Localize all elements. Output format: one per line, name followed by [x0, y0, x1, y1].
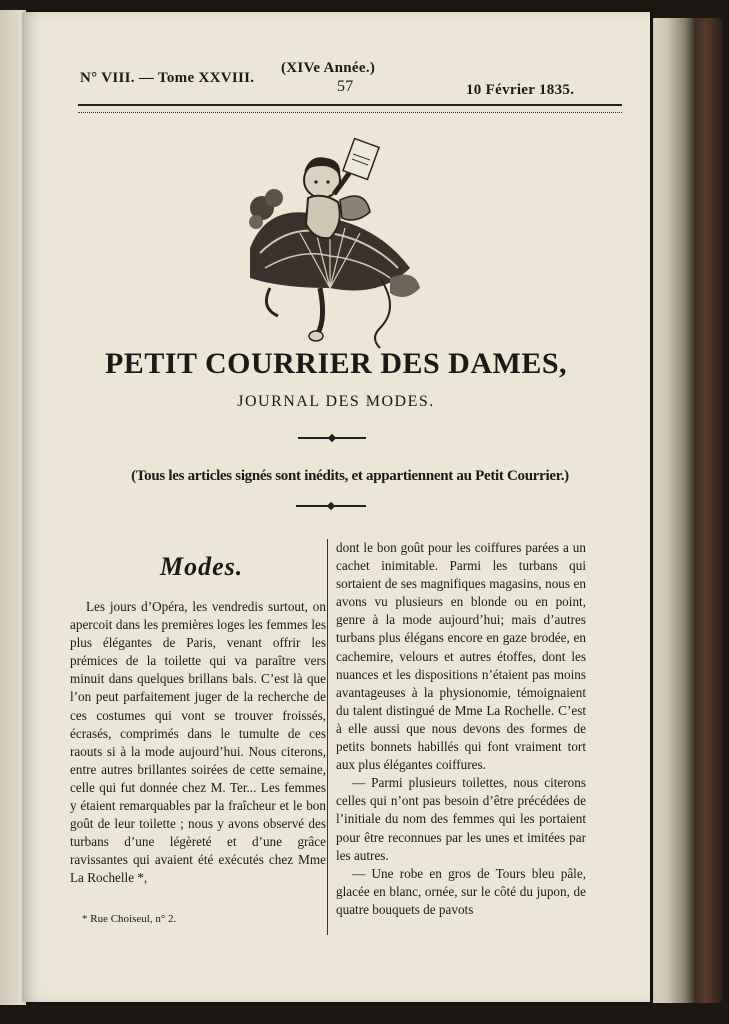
ornament-rule-icon [298, 437, 366, 439]
page-number: 57 [337, 78, 354, 95]
paragraph: — Une robe en gros de Tours bleu pâle, glacée en blanc, ornée, sur le côté du jupon, de quatre bouquets de pavots [336, 865, 586, 917]
issue-number: N° VIII. — Tome XXVIII. [80, 70, 255, 86]
issue-date: 10 Février 1835. [466, 82, 575, 98]
year-label: (XIVe Année.) [281, 60, 376, 76]
footnote: * Rue Choiseul, n° 2. [82, 913, 177, 925]
paragraph: dont le bon goût pour les coiffures parées a un cachet inimitable. Parmi les turbans qui sortaient de ses magnifiques magasins, nous en avons vu plusieurs en blonde ou en point, genre à la mode aujourd’hui; mais d’autres turbans plus élégans encore en gaze brodée, en cachemire, velours et autres étoffes, dont les nuances et les dispositions n’étaient pas moins avantageuses à la physionomie, témoignaient du talent distingué de Mme La Rochelle. C’est à elle aussi que nous devons des formes de petits bonnets habillés qui font vraiment tort aux plus élégantes coiffures. [336, 540, 586, 773]
cherub-vignette-icon [230, 128, 430, 358]
header-rule [78, 104, 622, 113]
paragraph: — Parmi plusieurs toilettes, nous citerons celles qui n’ont pas besoin d’être précédées de l’initiale du nom des femmes qui les portaient pour être reconnues par les unes et imitées par les autres. [336, 775, 586, 863]
book-page-edges [653, 18, 723, 1003]
column-divider [327, 539, 328, 935]
masthead-title: PETIT COURRIER DES DAMES, [104, 347, 568, 380]
ornament-rule-icon [296, 505, 366, 507]
journal-page [22, 12, 650, 1002]
section-title: Modes. [160, 552, 244, 581]
column-left [70, 598, 326, 888]
paragraph: Les jours d’Opéra, les vendredis surtout, on apercoit dans les premières loges les femmes les plus élégantes de Paris, venant offrir les prémices de la toilette qui va paraître vers minuit dans quelques brillans bals. C’est là que l’on peut parfaitement juger de la recherche de ces costumes qui vont se trouver froissés, écrasés, comprimés dans le tumulte de ces raouts si à la mode aujourd’hui. Nous citerons, entre autres brillantes soirées de cette semaine, celle qui fut donnée chez M. Ter... Les femmes y étaient remarquables par la fraîcheur et le bon goût de leur toilette ; nous y avons observé des turbans d’une légèreté et d’une grâce ravissantes qui avaient été exécutés chez Mme La Rochelle *, [70, 599, 326, 886]
column-right [336, 539, 586, 919]
masthead-subtitle: JOURNAL DES MODES. [237, 393, 435, 410]
editorial-notice: (Tous les articles signés sont inédits, et appartiennent au Petit Courrier.) [131, 468, 569, 484]
